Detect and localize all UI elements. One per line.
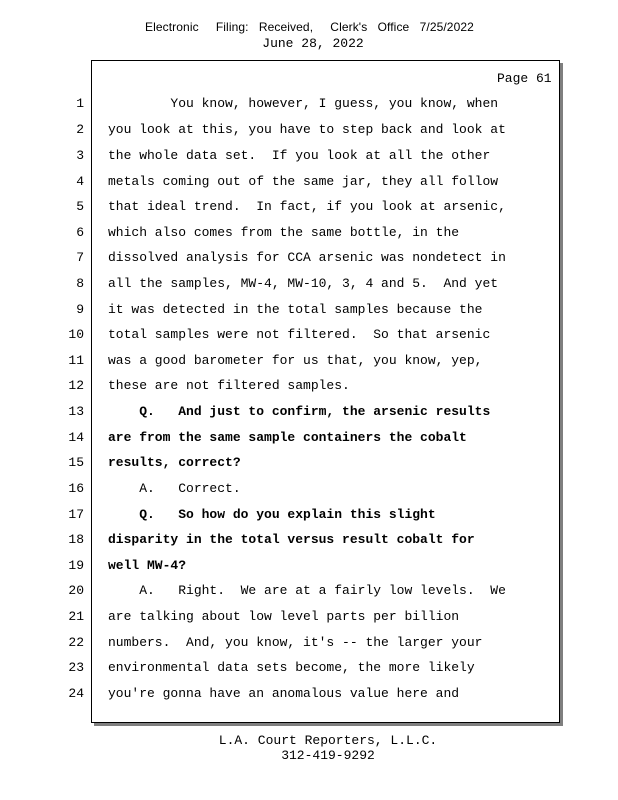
filing-stamp: Electronic Filing: Received, Clerk's Office 7/25/2022 xyxy=(145,20,474,34)
line-number: 4 xyxy=(76,174,84,189)
line-number: 9 xyxy=(76,302,84,317)
line-number: 11 xyxy=(68,353,84,368)
line-number: 8 xyxy=(76,276,84,291)
line-number: 23 xyxy=(68,660,84,675)
transcript-line: you look at this, you have to step back and look at xyxy=(108,122,506,137)
transcript-line-question: disparity in the total versus result cobalt for xyxy=(108,532,475,547)
transcript-line: which also comes from the same bottle, in the xyxy=(108,225,460,240)
line-number: 14 xyxy=(68,430,84,445)
line-number: 22 xyxy=(68,635,84,650)
transcript-line-question: Q. So how do you explain this slight xyxy=(108,507,436,522)
page-number: Page 61 xyxy=(497,71,552,86)
line-number: 15 xyxy=(68,455,84,470)
transcript-line: environmental data sets become, the more likely xyxy=(108,660,475,675)
line-number: 13 xyxy=(68,404,84,419)
line-number: 5 xyxy=(76,199,84,214)
line-number: 19 xyxy=(68,558,84,573)
transcript-line-question: Q. And just to confirm, the arsenic results xyxy=(108,404,491,419)
transcript-line: dissolved analysis for CCA arsenic was nondetect in xyxy=(108,250,506,265)
transcript-line: was a good barometer for us that, you know, yep, xyxy=(108,353,483,368)
line-number: 10 xyxy=(68,327,84,342)
reporter-phone: 312-419-9292 xyxy=(281,748,375,763)
line-number: 12 xyxy=(68,378,84,393)
line-number: 20 xyxy=(68,583,84,598)
transcript-line-question: well MW-4? xyxy=(108,558,187,573)
transcript-line: all the samples, MW-4, MW-10, 3, 4 and 5. And yet xyxy=(108,276,499,291)
transcript-line: You know, however, I guess, you know, when xyxy=(108,96,499,111)
transcript-line: metals coming out of the same jar, they all follow xyxy=(108,174,499,189)
line-number: 21 xyxy=(68,609,84,624)
transcript-line: the whole data set. If you look at all the other xyxy=(108,148,491,163)
transcript-line-question: are from the same sample containers the cobalt xyxy=(108,430,467,445)
line-number: 3 xyxy=(76,148,84,163)
transcript-line: total samples were not filtered. So that arsenic xyxy=(108,327,491,342)
line-number: 16 xyxy=(68,481,84,496)
transcript-line: A. Correct. xyxy=(108,481,241,496)
transcript-line-question: results, correct? xyxy=(108,455,241,470)
transcript-date: June 28, 2022 xyxy=(262,36,364,51)
transcript-line: you're gonna have an anomalous value here and xyxy=(108,686,460,701)
transcript-line: are talking about low level parts per billion xyxy=(108,609,460,624)
line-number: 7 xyxy=(76,250,84,265)
transcript-line: it was detected in the total samples because the xyxy=(108,302,483,317)
transcript-line: these are not filtered samples. xyxy=(108,378,350,393)
line-number: 6 xyxy=(76,225,84,240)
transcript-line: that ideal trend. In fact, if you look at arsenic, xyxy=(108,199,506,214)
line-number: 1 xyxy=(76,96,84,111)
transcript-line: A. Right. We are at a fairly low levels. We xyxy=(108,583,506,598)
line-number: 17 xyxy=(68,507,84,522)
line-number: 2 xyxy=(76,122,84,137)
transcript-line: numbers. And, you know, it's -- the larger your xyxy=(108,635,483,650)
line-number: 24 xyxy=(68,686,84,701)
reporter-company: L.A. Court Reporters, L.L.C. xyxy=(218,733,438,748)
line-number: 18 xyxy=(68,532,84,547)
